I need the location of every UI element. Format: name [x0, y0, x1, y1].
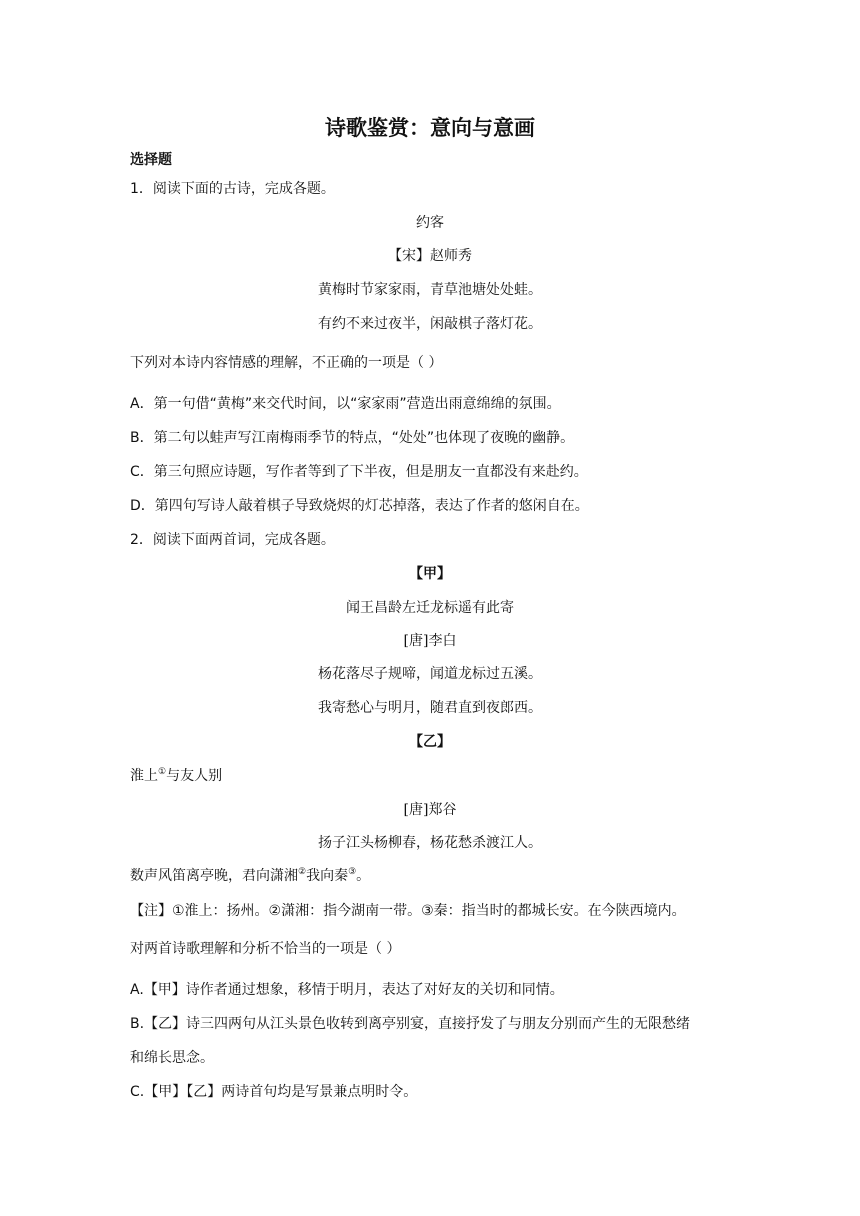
q2-jia-line-2: 我寄愁心与明月，随君直到夜郎西。 [318, 700, 542, 716]
page-title: 诗歌鉴赏：意向与意画 [325, 116, 535, 140]
q2-option-c: C.【甲】【乙】两诗首句均是写景兼点明时令。 [130, 1084, 418, 1100]
q2-jia-title: 闻王昌龄左迁龙标遥有此寄 [346, 600, 514, 616]
q1-stem: 1．阅读下面的古诗，完成各题。 [130, 181, 335, 197]
q2-option-b-line-2: 和绵长思念。 [130, 1050, 214, 1066]
q1-poem-line-2: 有约不来过夜半，闲敲棋子落灯花。 [318, 316, 542, 332]
q2-yi-title-part-1: 淮上 [130, 768, 158, 784]
q1-poem-title: 约客 [416, 215, 444, 231]
footnote-marker-2: ② [298, 867, 307, 877]
q2-yi-line-2-part-1: 数声风笛离亭晚，君向潇湘 [130, 868, 298, 884]
q2-jia-author: [唐]李白 [403, 633, 457, 649]
section-heading: 选择题 [130, 152, 172, 168]
q1-option-a: A．第一句借“黄梅”来交代时间，以“家家雨”营造出雨意绵绵的氛围。 [130, 396, 561, 412]
q2-yi-line-2 [130, 866, 750, 886]
q2-option-a: A.【甲】诗作者通过想象，移情于明月，表达了对好友的关切和同情。 [130, 982, 564, 998]
q1-poem-line-1: 黄梅时节家家雨，青草池塘处处蛙。 [318, 282, 542, 298]
q2-yi-label: 【乙】 [409, 734, 451, 750]
q2-jia-label: 【甲】 [409, 566, 451, 582]
q2-yi-title [130, 766, 750, 786]
q2-question: 对两首诗歌理解和分析不恰当的一项是（ ） [130, 941, 401, 957]
q2-yi-line-1: 扬子江头杨柳春，杨花愁杀渡江人。 [318, 835, 542, 851]
q2-stem: 2．阅读下面两首词，完成各题。 [130, 532, 335, 548]
footnote-marker-3: ③ [348, 867, 357, 877]
q1-question: 下列对本诗内容情感的理解，不正确的一项是（ ） [130, 355, 443, 371]
q2-option-b-line-1: B.【乙】诗三四两句从江头景色收转到离亭别宴，直接抒发了与朋友分别而产生的无限愁绪 [130, 1016, 691, 1032]
q2-note: 【注】①淮上：扬州。②潇湘：指今湖南一带。③秦：指当时的都城长安。在今陕西境内。 [130, 903, 686, 919]
footnote-marker-1: ① [158, 767, 167, 777]
q1-option-b: B．第二句以蛙声写江南梅雨季节的特点，“处处”也体现了夜晚的幽静。 [130, 430, 575, 446]
q2-jia-line-1: 杨花落尽子规啼，闻道龙标过五溪。 [318, 666, 542, 682]
q2-yi-line-2-part-3: 。 [356, 868, 371, 884]
q1-poem-author: 【宋】赵师秀 [388, 248, 472, 264]
q2-yi-title-part-2: 与友人别 [166, 768, 223, 784]
q2-yi-author: [唐]郑谷 [403, 802, 457, 818]
q2-yi-line-2-part-2: 我向秦 [306, 868, 349, 884]
q1-option-d: D．第四句写诗人敲着棋子导致烧烬的灯芯掉落，表达了作者的悠闲自在。 [130, 498, 589, 514]
q1-option-c: C．第三句照应诗题，写作者等到了下半夜，但是朋友一直都没有来赴约。 [130, 464, 588, 480]
